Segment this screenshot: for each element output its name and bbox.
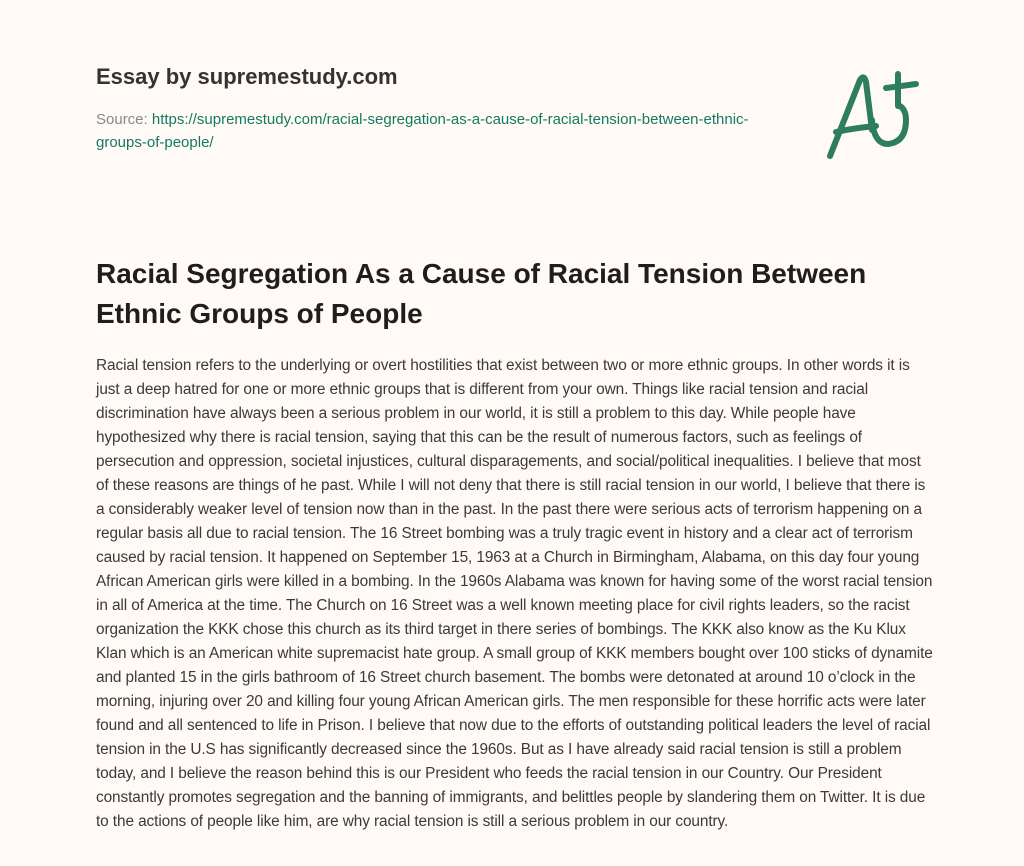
source-link[interactable]: https://supremestudy.com/racial-segregation-as-a-cause-of-racial-tension-between-ethnic-groups-of-people/ [96, 111, 749, 151]
essay-title: Racial Segregation As a Cause of Racial Tension Between Ethnic Groups of People [96, 258, 867, 329]
site-title: Essay by supremestudy.com [96, 64, 398, 89]
source-label: Source: [96, 111, 152, 128]
source-line [96, 108, 756, 154]
essay-body: Racial tension refers to the underlying or overt hostilities that exist between two or more ethnic groups. In other words it is just a deep hatred for one or more ethnic groups that is different from your own. Things like racial tension and racial discrimination have always been a serious problem in our world, it is still a problem to this day. While people have hypothesized why there is racial tension, saying that this can be the result of numerous factors, such as feelings of persecution and oppression, societal injustices, cultural disparagements, and social/political inequalities. I believe that most of these reasons are things of he past. While I will not deny that there is still racial tension in our world, I believe that there is a considerably weaker level of tension now than in the past. In the past there were serious acts of terrorism happening on a regular basis all due to racial tension. The 16 Street bombing was a truly tragic event in history and a clear act of terrorism caused by racial tension. It happened on September 15, 1963 at a Church in Birmingham, Alabama, on this day four young African American girls were killed in a bombing. In the 1960s Alabama was known for having some of the worst racial tension in all of America at the time. The Church on 16 Street was a well known meeting place for civil rights leaders, so the racist organization the KKK chose this church as its third target in there series of bombings. The KKK also know as the Ku Klux Klan which is an American white supremacist hate group. A small group of KKK members bought over 100 sticks of dynamite and planted 15 in the girls bathroom of 16 Street church basement. The bombs were detonated at around 10 o’clock in the morning, injuring over 20 and killing four young African American girls. The men responsible for these horrific acts were later found and all sentenced to life in Prison. I believe that now due to the efforts of outstanding political leaders the level of racial tension in the U.S has significantly decreased since the 1960s. But as I have already said racial tension is still a problem today, and I believe the reason behind this is our President who feeds the racial tension in our Country. Our President constantly promotes segregation and the banning of immigrants, and belittles people by slandering them on Twitter. It is due to the actions of people like him, are why racial tension is still a serious problem in our country. [96, 357, 933, 830]
page-header [96, 60, 776, 154]
a-plus-grade-icon [820, 64, 930, 168]
